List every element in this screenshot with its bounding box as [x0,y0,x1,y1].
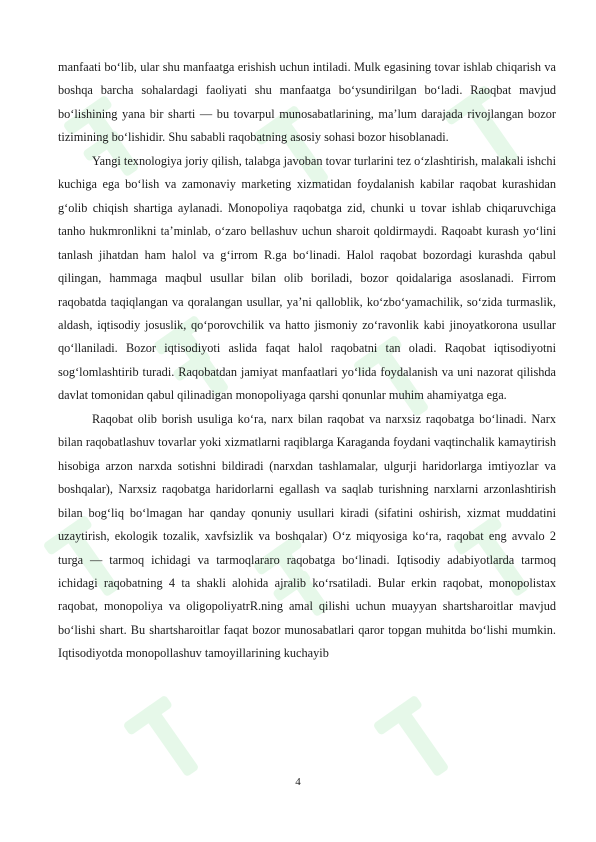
paragraph: manfaati bo‘lib, ular shu manfaatga erishish uchun intiladi. Mulk egasining tovar ishlab chiqarish va boshqa barcha sohalardagi faoliyati shu manfaatga bo‘ysundirilgan bo‘ladi. Raoqbat mavjud bo‘lishining yana bir sharti — bu tovarpul munosabatlarining, ma’lum darajada rivojlangan bozor tizimining bo‘lishidir. Shu sababli raqobatning asosiy sohasi bozor hisoblanadi. [58,60,556,145]
page-number: 4 [295,776,301,788]
body-text [58,56,556,666]
paragraph: Raqobat olib borish usuliga ko‘ra, narx bilan raqobat va narxsiz raqobatga bo‘linadi. Narx bilan raqobatlashuv tovarlar yoki xizmatlarni raqiblarga Karaganda foydani vaqtinchalik kamaytirish hisobiga arzon narxda sotishni bildiradi (narxdan tashlamalar, ulgurji haridorlarga imtiyozlar va boshqalar), Narxsiz raqobatga haridorlarni egallash va saqlab turishning narxlarni arzonlashtirish bilan bog‘liq bo‘lmagan har qanday qonuniy usullari kiradi (sifatini oshirish, xizmat muddatini uzaytirish, ekologik tozalik, xavfsizlik va boshqalar) O‘z miqyosiga ko‘ra, raqobat eng avvalo 2 turga — tarmoq ichidagi va tarmoqlararo raqobatga bo‘linadi. Iqtisodiy adabiyotlarda tarmoq ichidagi raqobatning 4 ta shakli alohida ajralib ko‘rsatiladi. Bular erkin raqobat, monopolistax raqobat, monopoliya va oligopoliyatrR.ning amal qilishi uchun muayyan shartsharoitlar mavjud bo‘lishi shart. Bu shartsharoitlar faqat bozor munosabatlari qaror topgan muhitda bo‘lishi mumkin. Iqtisodiyotda monopollashuv tamoyillarining kuchayib [58,411,556,661]
paragraph: Yangi texnologiya joriy qilish, talabga javoban tovar turlarini tez o‘zlashtirish, malakali ishchi kuchiga ega bo‘lish va zamonaviy marketing xizmatidan foydalanish kabilar raqobat kurashidan g‘olib chiqish shartiga aylanadi. Monopoliya raqobatga zid, chunki u tovar ishlab chiqaruvchiga tanho hukmronlikni ta’minlab, o‘zaro bellashuv uchun sharoit qoldirmaydi. Raqoabt kurash yo‘lini tanlash jihatdan ham halol va g‘irrom R.ga bo‘linadi. Halol raqobat bozordagi kurashda qabul qilingan, hammaga maqbul usullar bilan olib boriladi, bozor qoidalariga asoslanadi. Firrom raqobatda taqiqlangan va qoralangan usullar, ya’ni qalloblik, ko‘zbo‘yamachilik, so‘zida turmaslik, aldash, iqtisodiy josuslik, qo‘porovchilik va hatto jismoniy zo‘ravonlik kabi jinoyatkorona usullar qo‘llaniladi. Bozor iqtisodiyoti aslida faqat halol raqobatni tan oladi. Raqobat iqtisodiyotni sog‘lomlashtirib turadi. Raqobatdan jamiyat manfaatlari yo‘lida foydalanish va uni nazorat qilishda davlat tomonidan qabul qilinadigan monopoliyaga qarshi qonunlar muhim ahamiyatga ega. [58,153,556,403]
